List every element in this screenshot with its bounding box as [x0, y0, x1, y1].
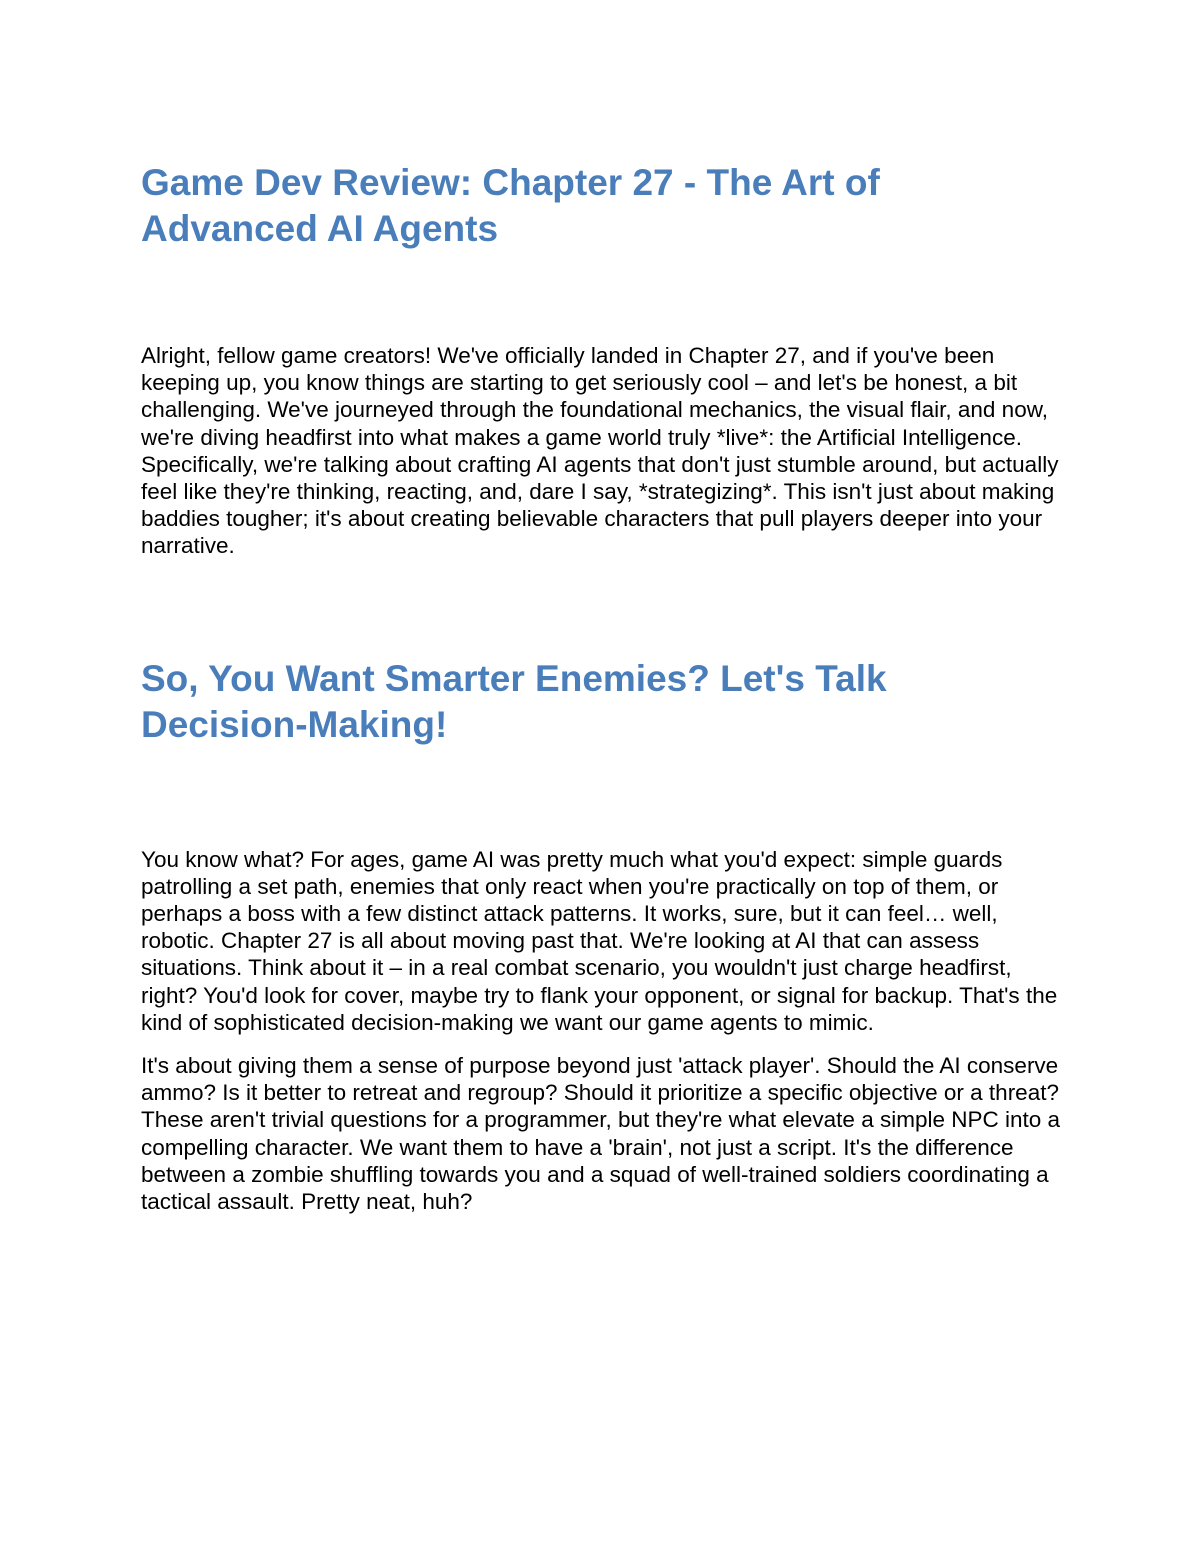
section-paragraph-2: It's about giving them a sense of purpose beyond just 'attack player'. Should the AI conserve ammo? Is it better to retreat and regroup? Should it prioritize a specific objective or a threat? These aren't trivial questions for a programmer, but they're what elevate a simple NPC into a compelling character. We want them to have a 'brain', not just a script. It's the difference between a zombie shuffling towards you and a squad of well-trained soldiers coordinating a tactical assault. Pretty neat, huh?	[141, 1053, 1061, 1215]
document-body	[141, 160, 1071, 1215]
intro-paragraph: Alright, fellow game creators! We've officially landed in Chapter 27, and if you've been keeping up, you know things are starting to get seriously cool – and let's be honest, a bit challenging. We've journeyed through the foundational mechanics, the visual flair, and now, we're diving headfirst into what makes a game world truly *live*: the Artificial Intelligence. Specifically, we're talking about crafting AI agents that don't just stumble around, but actually feel like they're thinking, reacting, and, dare I say, *strategizing*. This isn't just about making baddies tougher; it's about creating believable characters that pull players deeper into your narrative.	[141, 343, 1059, 559]
document-title: Game Dev Review: Chapter 27 - The Art of Advanced AI Agents	[141, 162, 880, 249]
section-paragraph-1: You know what? For ages, game AI was pretty much what you'd expect: simple guards patrolling a set path, enemies that only react when you're practically on top of them, or perhaps a boss with a few distinct attack patterns. It works, sure, but it can feel… well, robotic. Chapter 27 is all about moving past that. We're looking at AI that can assess situations. Think about it – in a real combat scenario, you wouldn't just charge headfirst, right? You'd look for cover, maybe try to flank your opponent, or signal for backup. That's the kind of sophisticated decision-making we want our game agents to mimic.	[141, 846, 1058, 1035]
section-heading: So, You Want Smarter Enemies? Let's Talk Decision-Making!	[141, 657, 887, 745]
